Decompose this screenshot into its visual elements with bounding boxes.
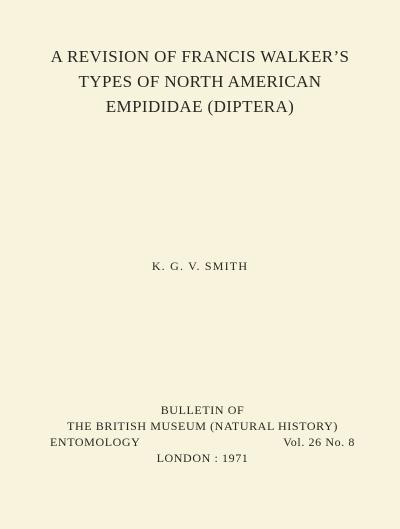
document-title bbox=[0, 44, 400, 119]
title-line-1: A REVISION OF FRANCIS WALKER’S bbox=[50, 47, 350, 66]
publication-block bbox=[50, 402, 355, 466]
series-row bbox=[50, 434, 355, 450]
bulletin-heading: BULLETIN OF bbox=[160, 403, 245, 417]
title-line-2: TYPES OF NORTH AMERICAN bbox=[78, 72, 322, 91]
place-and-date: LONDON : 1971 bbox=[156, 451, 249, 465]
title-line-3: EMPIDIDAE (DIPTERA) bbox=[105, 97, 295, 116]
author-name: K. G. V. SMITH bbox=[151, 259, 249, 273]
publisher-name: THE BRITISH MUSEUM (NATURAL HISTORY) bbox=[67, 419, 338, 433]
series-name: ENTOMOLOGY bbox=[50, 435, 141, 449]
volume-number: Vol. 26 No. 8 bbox=[283, 435, 355, 449]
